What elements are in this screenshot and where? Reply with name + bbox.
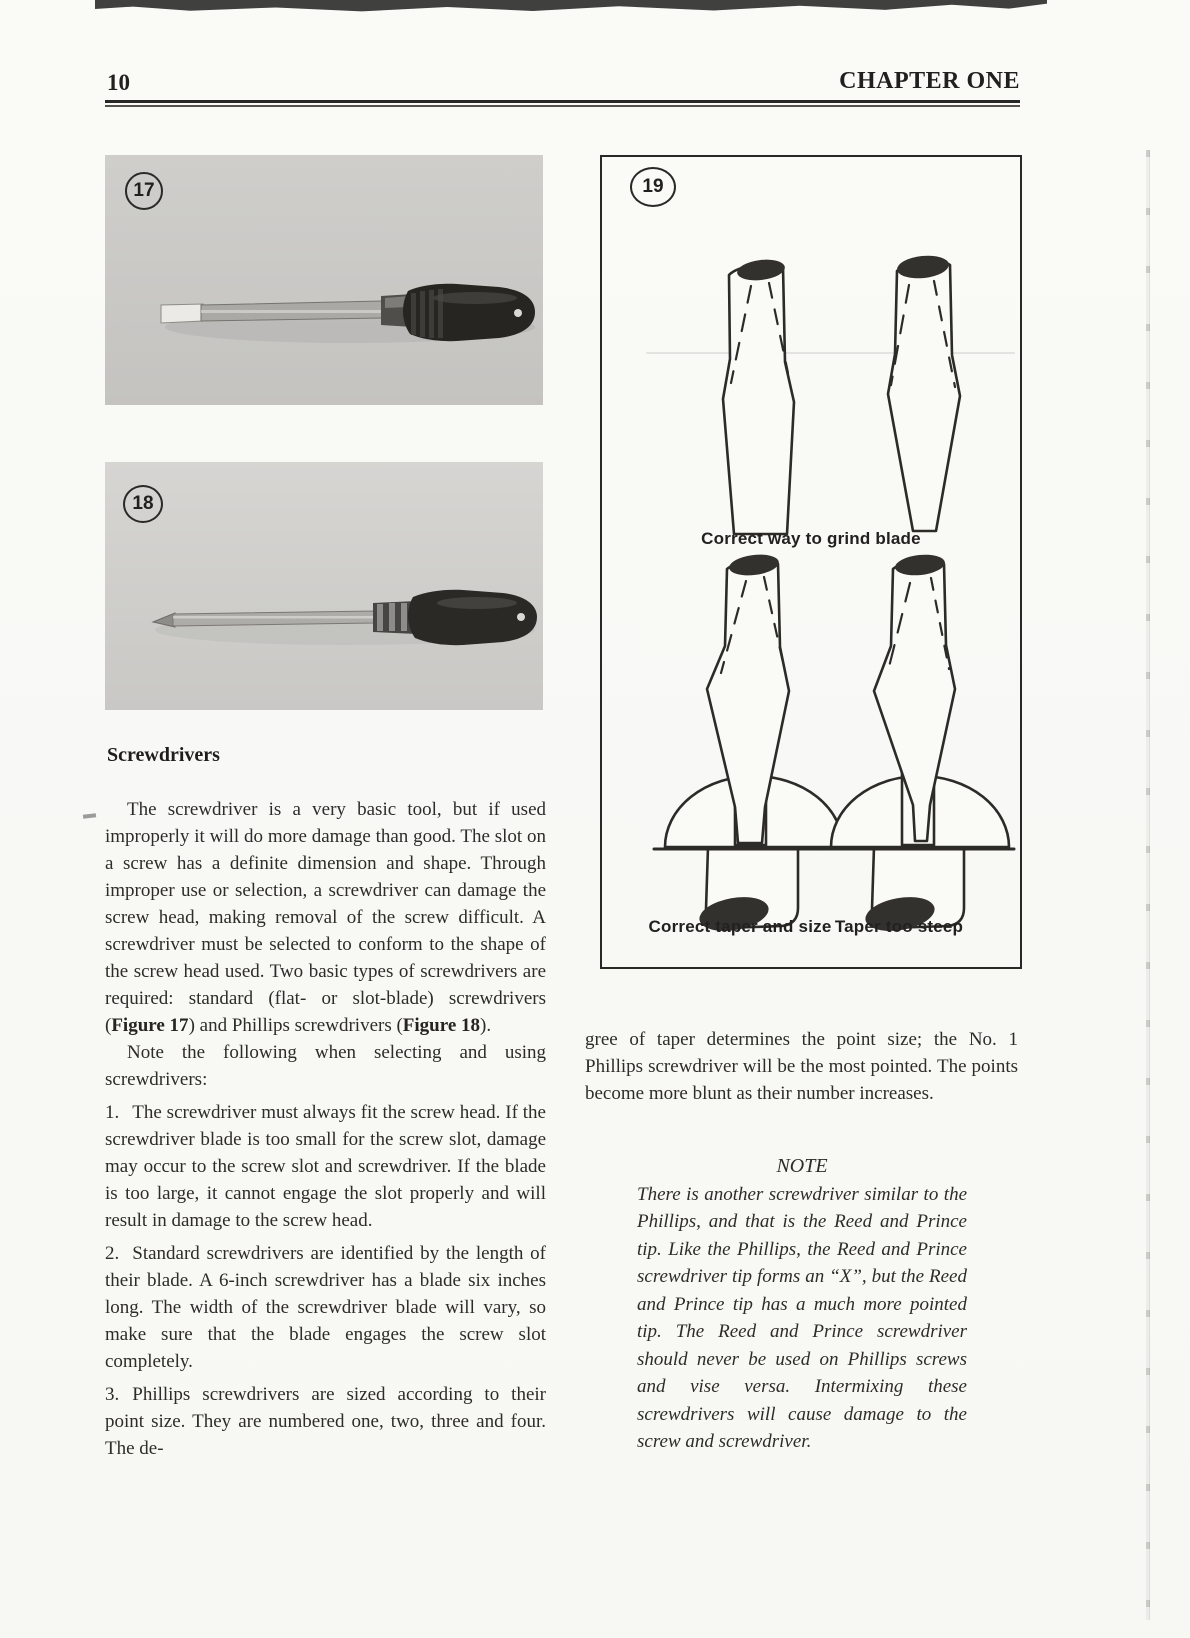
header-rule-thin [105,105,1020,107]
figure-18-photo [105,462,543,710]
left-margin-mark [83,813,96,819]
blade-in-screw-steep-drawing [820,552,1014,935]
figure-17-photo [105,155,543,405]
intro-paragraph [105,796,546,1039]
item-text: The screwdriver must always fit the screw head. If the screwdriver blade is too small for the screw slot, damage may occur to the screw slot and screwdriver. If the blade is too large, it cannot engage the slot properly and will result in damage to the screw head. [105,1102,546,1231]
figure-19-badge [630,167,676,207]
right-edge-showthrough-artifact [1146,150,1150,1620]
top-edge-scan-artifact [95,0,1047,12]
item-number: 1. [105,1102,120,1123]
note-intro-paragraph: Note the following when selecting and using screwdrivers: [105,1042,546,1090]
blade-in-screw-correct-drawing [654,552,856,936]
phillips-screwdriver-image [105,462,543,710]
text-run: ) and Phillips screwdrivers ( [188,1015,403,1036]
figure-18-number: 18 [132,493,154,514]
phillips-tip [153,613,175,627]
note-heading: NOTE [776,1155,828,1177]
figure-17-number: 17 [133,180,155,201]
caption-taper-steep: Taper too steep [834,917,964,936]
figure-18-badge [123,485,163,523]
continuation-paragraph: gree of taper determines the point size; the No. 1 Phillips screwdriver will be the most pointed. The points become more blunt as their number increases. [585,1029,1018,1104]
section-heading: Screwdrivers [107,744,220,766]
blade-front-view-drawing [723,257,794,534]
chapter-title: CHAPTER ONE [839,68,1020,94]
note-block [637,1153,967,1456]
header-rule [105,100,1020,103]
numbered-item [105,1381,546,1462]
item-number: 3. [105,1384,120,1405]
figure-19-number: 19 [642,176,664,197]
numbered-item [105,1240,546,1375]
handle-end-dot [514,309,522,317]
text-run: ). [480,1015,492,1036]
note-body: There is another screwdriver similar to the Phillips, and that is the Reed and Prince tip. Like the Phillips, the Reed and Prince screwdriver tip forms an “X”, but the Reed and Prince tip has a much more pointed tip. The Reed and Prince screwdriver should never be used on Phillips screws and vise versa. Intermixing these screwdrivers will cause damage to the screw and screwdriver. [637,1183,967,1452]
item-text: Phillips screwdrivers are sized according to their point size. They are numbered one, two, three and four. The de- [105,1384,546,1459]
numbered-item [105,1099,546,1234]
left-text-column [105,742,546,1462]
right-text-column [585,1026,1018,1456]
item-number: 2. [105,1243,120,1264]
caption-correct-taper: Correct taper and size [648,917,832,936]
item-text: Standard screwdrivers are identified by the length of their blade. A 6-inch screwdriver has a blade six inches long. The width of the screwdriver blade will vary, so make sure that the blade engages the screw slot completely. [105,1243,546,1372]
flat-screwdriver-image [105,155,543,405]
figure-17-reference: Figure 17 [111,1015,189,1036]
handle-end-dot [517,613,525,621]
flat-tip [161,304,203,323]
caption-grind: Correct way to grind blade [701,529,921,548]
text-run: The screwdriver is a very basic tool, but if used improperly it will do more damage than good. The slot on a screw has a definite dimension and shape. Through improper use or selection, a screwdriver can damage the screw head, making removal of the screw difficult. A screwdriver must be selected to conform to the shape of the screw head used. Two basic types of screwdrivers are required: standard (flat- or slot-blade) screwdrivers ( [105,799,546,1036]
grind-blade-diagram [602,157,1020,967]
figure-17-badge [125,172,163,210]
figure-18-reference: Figure 18 [402,1015,481,1036]
blade-side-view-drawing [888,253,960,531]
figure-19-box [600,155,1022,969]
page-number: 10 [107,70,130,95]
